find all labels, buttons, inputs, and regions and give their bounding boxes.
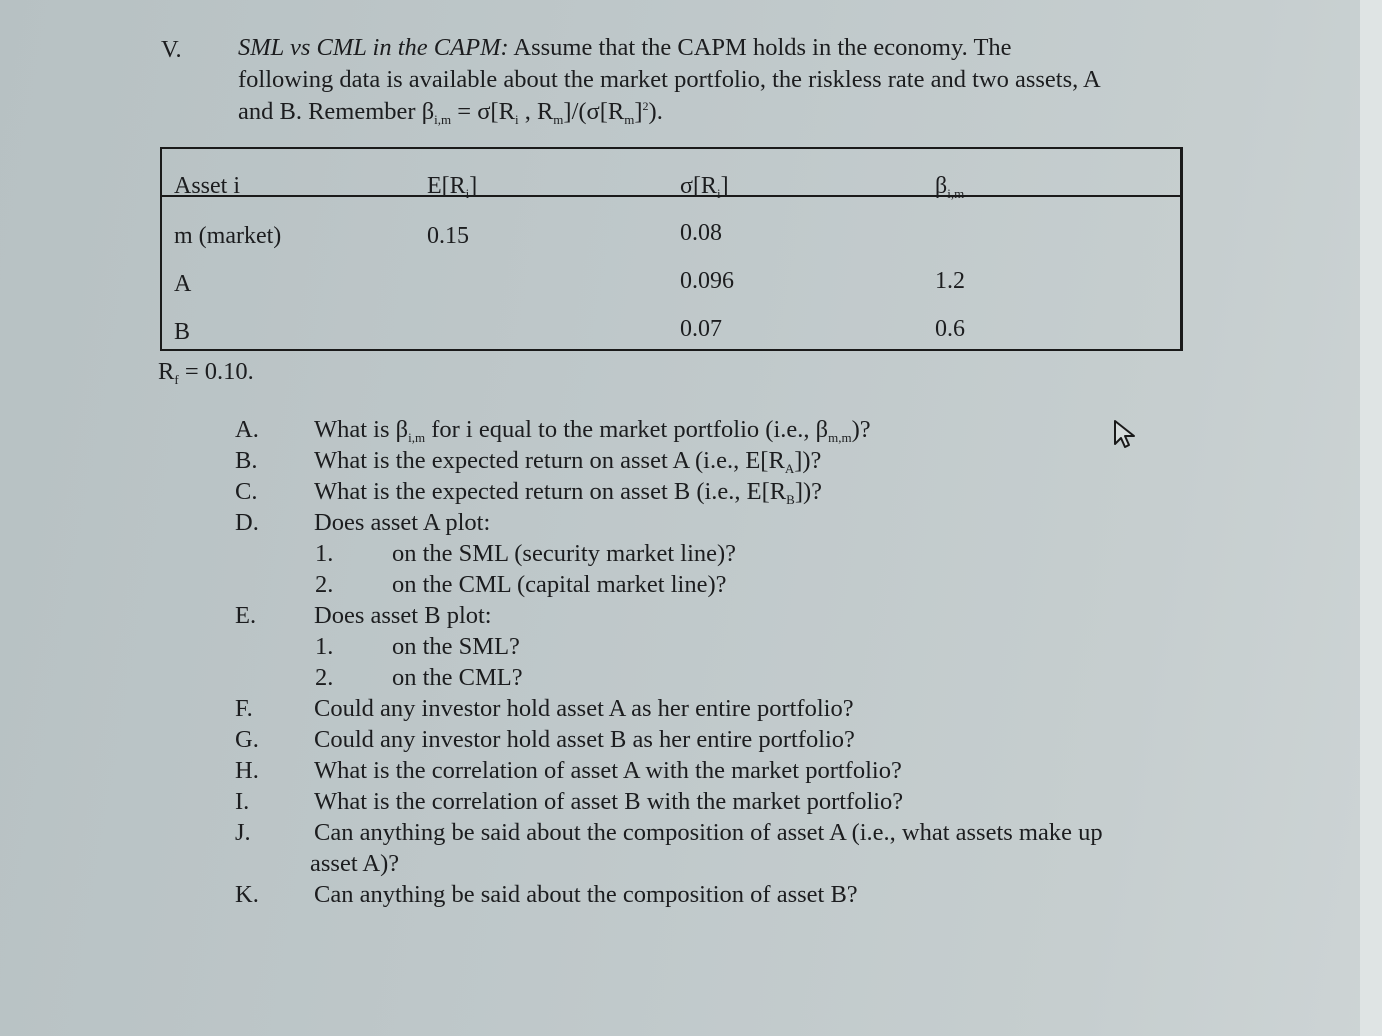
question-label: C.	[235, 478, 258, 505]
text-segment: and B. Remember β	[238, 98, 435, 125]
text-segment: E[R	[427, 173, 466, 199]
superscript: 2	[642, 99, 649, 113]
text-segment: ]	[469, 173, 478, 199]
subscript: m	[624, 112, 635, 127]
question-label: H.	[235, 757, 259, 784]
column-header	[935, 173, 964, 202]
subscript: i,m	[408, 430, 426, 445]
text-segment: β	[935, 173, 948, 199]
subscript: m,m	[828, 430, 852, 445]
text-segment: What is the expected return on asset B (i.e., E[R	[314, 478, 787, 505]
question-label: I.	[235, 788, 250, 815]
table-cell: 0.096	[680, 268, 734, 294]
column-header	[427, 173, 477, 202]
text-segment: ]	[720, 173, 729, 199]
subquestion-number: 1.	[315, 633, 334, 660]
question-text	[314, 883, 858, 908]
text-segment: , R	[518, 98, 554, 125]
subscript: i,m	[947, 186, 965, 201]
question-text	[314, 728, 855, 753]
question-text	[314, 821, 1103, 846]
text-segment: σ[R	[680, 173, 717, 199]
subscript: i	[465, 186, 470, 201]
subscript: i,m	[434, 112, 452, 127]
table-cell: B	[174, 319, 191, 345]
question-label: F.	[235, 695, 253, 722]
header-divider	[162, 195, 1180, 197]
subquestion-number: 2.	[315, 664, 334, 691]
text-segment: What is β	[314, 416, 409, 443]
text-segment: What is the correlation of asset A with the market portfolio?	[314, 757, 902, 784]
question-text	[314, 759, 902, 784]
subscript: m	[553, 112, 564, 127]
text-segment: SML vs CML in the CAPM:	[238, 34, 509, 61]
subquestion-number: 1.	[315, 540, 334, 567]
text-segment: Can anything be said about the composition of asset A (i.e., what assets make up	[314, 819, 1103, 846]
table-cell: A	[174, 271, 192, 297]
text-segment: ).	[648, 98, 663, 125]
data-table	[160, 147, 1183, 351]
table-cell: 1.2	[935, 268, 965, 294]
table-cell: m (market)	[174, 223, 282, 249]
question-label: D.	[235, 509, 259, 536]
question-text	[314, 480, 822, 506]
text-segment: R	[158, 358, 175, 385]
question-label: E.	[235, 602, 257, 629]
text-segment: ])?	[794, 478, 823, 505]
subscript: A	[784, 461, 795, 476]
page-edge	[1360, 0, 1382, 1036]
question-text	[314, 449, 821, 475]
table-cell: 0.08	[680, 220, 722, 246]
question-label: K.	[235, 881, 259, 908]
question-text	[314, 511, 490, 536]
table-cell: 0.6	[935, 316, 965, 342]
subquestion-text: on the SML (security market line)?	[392, 540, 737, 567]
question-label: J.	[235, 819, 251, 846]
text-segment: Does asset A plot:	[314, 509, 491, 536]
text-segment: Does asset B plot:	[314, 602, 492, 629]
text-segment: What is the expected return on asset A (i.e., E[R	[314, 447, 785, 474]
text-segment: ])?	[794, 447, 822, 474]
question-text	[314, 604, 492, 629]
question-label: B.	[235, 447, 258, 474]
text-segment: ]/(σ[R	[563, 98, 625, 125]
subscript: B	[786, 492, 795, 507]
question-text	[314, 790, 903, 815]
intro-line	[238, 36, 1012, 61]
subscript: i	[716, 186, 721, 201]
subscript: f	[174, 372, 179, 387]
question-text-continued	[310, 852, 399, 877]
intro-line	[238, 100, 663, 126]
text-segment: for i equal to the market portfolio (i.e., β	[425, 416, 829, 443]
subquestion-text: on the SML?	[392, 633, 520, 660]
text-segment: following data is available about the market portfolio, the riskless rate and two assets, A	[238, 66, 1101, 93]
subquestion-number: 2.	[315, 571, 334, 598]
text-segment: asset A)?	[310, 850, 400, 877]
question-label: A.	[235, 416, 259, 443]
text-segment: Asset i	[174, 173, 240, 199]
subscript: i	[514, 112, 519, 127]
question-text	[314, 697, 854, 722]
text-segment: )?	[851, 416, 871, 443]
text-segment: What is the correlation of asset B with the market portfolio?	[314, 788, 904, 815]
text-segment: Could any investor hold asset B as her entire portfolio?	[314, 726, 855, 753]
problem-number: V.	[161, 36, 182, 63]
text-segment: = 0.10.	[178, 358, 254, 385]
intro-line	[238, 68, 1101, 93]
table-cell: 0.15	[427, 223, 469, 249]
column-header	[174, 173, 240, 200]
table-cell: 0.07	[680, 316, 722, 342]
subquestion-text: on the CML (capital market line)?	[392, 571, 727, 598]
text-segment: Could any investor hold asset A as her entire portfolio?	[314, 695, 854, 722]
mouse-pointer-icon	[1112, 418, 1142, 455]
text-segment: = σ[R	[451, 98, 515, 125]
text-segment: ]	[634, 98, 643, 125]
subquestion-text: on the CML?	[392, 664, 523, 691]
riskfree-rate	[158, 360, 254, 386]
question-label: G.	[235, 726, 259, 753]
column-header	[680, 173, 729, 202]
text-segment: Assume that the CAPM holds in the economy. The	[508, 34, 1012, 61]
text-segment: Can anything be said about the composition of asset B?	[314, 881, 858, 908]
question-text	[314, 418, 871, 444]
